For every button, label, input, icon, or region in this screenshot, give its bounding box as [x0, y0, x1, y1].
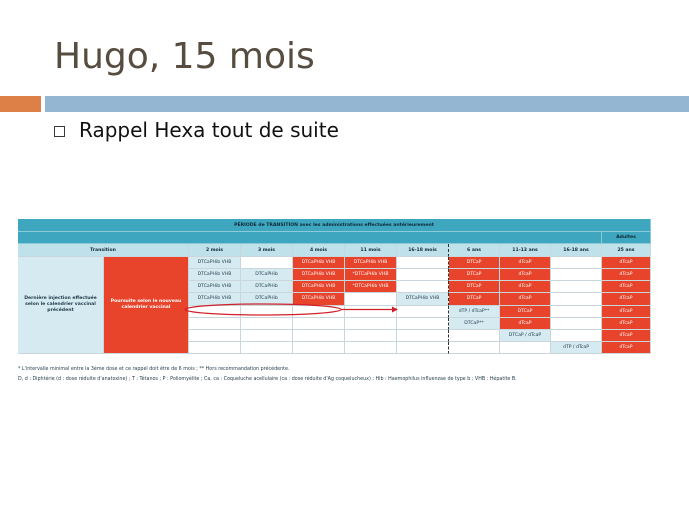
table-header-title: PÉRIODE de TRANSITION avec les administrations effectuées antérieurement — [18, 219, 651, 232]
table-cell: dTcaP — [500, 293, 551, 305]
table-cell — [241, 330, 293, 342]
col-header: 3 mois — [241, 244, 293, 257]
table-cell — [189, 306, 241, 318]
table-cell: *DTCaPHib VHB — [345, 281, 397, 293]
transition-label: Transition — [18, 244, 189, 257]
table-cell: DTCaP — [449, 269, 500, 281]
table-cell — [397, 306, 449, 318]
table-cell: DTCaPHib VHB — [189, 281, 241, 293]
table-cell — [293, 306, 345, 318]
table-cell — [551, 330, 602, 342]
col-header: 2 mois — [189, 244, 241, 257]
table-cell — [293, 330, 345, 342]
table-cell: dTP / dTcaP — [551, 342, 602, 354]
vaccination-transition-table — [18, 219, 651, 354]
table-cell — [551, 293, 602, 305]
table-cell: dTcaP — [602, 306, 651, 318]
table-cell — [293, 318, 345, 330]
table-cell — [397, 318, 449, 330]
col-header: 11-13 ans — [500, 244, 551, 257]
col-header: 16-18 mois — [397, 244, 449, 257]
table-cell: dTcaP — [602, 318, 651, 330]
table-cell: DTCaPHib VHB — [189, 269, 241, 281]
table-cell — [345, 318, 397, 330]
table-cell — [551, 281, 602, 293]
table-cell — [241, 318, 293, 330]
table-cell — [551, 269, 602, 281]
table-cell: dTP / dTcaP** — [449, 306, 500, 318]
table-cell — [189, 342, 241, 354]
table-cell: dTcaP — [602, 269, 651, 281]
table-cell: DTCaP — [449, 293, 500, 305]
table-cell — [397, 257, 449, 269]
table-cell: dTcaP — [602, 342, 651, 354]
table-cell: DTCaP / dTcaP — [500, 330, 551, 342]
table-cell — [551, 318, 602, 330]
table-cell: DTCaPHib VHB — [189, 293, 241, 305]
footnote-1: * L'intervalle minimal entre la 3ème dose et ce rappel doit être de 6 mois ; ** Hors recommandation précédente. — [18, 367, 290, 372]
table-grid — [18, 219, 651, 354]
bullet-text: Rappel Hexa tout de suite — [79, 118, 339, 142]
col-header: 11 mois — [345, 244, 397, 257]
accent-bar-orange — [0, 96, 41, 112]
table-cell: DTCaPHib VHB — [397, 293, 449, 305]
table-cell — [189, 318, 241, 330]
table-cell: dTcaP — [602, 281, 651, 293]
col-header: 16-18 ans — [551, 244, 602, 257]
table-cell: dTcaP — [602, 330, 651, 342]
table-cell: DTCaPHib — [241, 293, 293, 305]
bullet-square-icon — [54, 126, 65, 137]
table-cell: DTCaP — [500, 306, 551, 318]
slide-title: Hugo, 15 mois — [54, 36, 315, 77]
table-cell: dTcaP — [500, 269, 551, 281]
table-cell — [551, 306, 602, 318]
footnote-2: D, d : Diphtérie (d : dose réduite d'anatoxine) ; T : Tétanos ; P : Poliomyélite ; Ca, ca : Coqueluche acellulaire (ca : dose réduite d'Ag coquelucheux) ; Hib : Haemophilus influenzae de type b ; VHB : Hépatite B. — [18, 377, 517, 382]
table-cell — [397, 281, 449, 293]
table-cell — [345, 293, 397, 305]
table-cell — [345, 306, 397, 318]
table-cell — [397, 269, 449, 281]
table-cell: DTCaPHib — [241, 269, 293, 281]
table-cell: *DTCaPHib VHB — [345, 269, 397, 281]
table-cell: DTCaP — [449, 257, 500, 269]
table-cell — [241, 342, 293, 354]
table-cell: DTCaPHib VHB — [345, 257, 397, 269]
col-header: 4 mois — [293, 244, 345, 257]
table-cell: dTcaP — [500, 318, 551, 330]
table-cell: DTCaP — [449, 281, 500, 293]
table-cell: DTCaPHib VHB — [293, 281, 345, 293]
table-cell: DTCaP** — [449, 318, 500, 330]
table-cell — [293, 342, 345, 354]
table-cell — [241, 306, 293, 318]
table-cell: DTCaPHib VHB — [189, 257, 241, 269]
table-cell: dTcaP — [500, 257, 551, 269]
table-cell: DTCaPHib VHB — [293, 293, 345, 305]
table-cell — [449, 330, 500, 342]
table-cell: dTcaP — [500, 281, 551, 293]
table-cell: DTCaPHib VHB — [293, 257, 345, 269]
table-cell: DTCaPHib — [241, 281, 293, 293]
table-cell: dTcaP — [602, 257, 651, 269]
table-cell — [345, 342, 397, 354]
table-cell — [500, 342, 551, 354]
left-row-label: Dernière injection effectuée selon le calendrier vaccinal précédent — [18, 257, 104, 354]
table-header-spacer — [18, 232, 602, 244]
table-cell — [551, 257, 602, 269]
table-cell: dTcaP — [602, 293, 651, 305]
table-cell — [397, 330, 449, 342]
col-header: 25 ans — [602, 244, 651, 257]
table-cell — [189, 330, 241, 342]
table-cell: DTCaPHib VHB — [293, 269, 345, 281]
col-header: 6 ans — [449, 244, 500, 257]
table-cell — [397, 342, 449, 354]
red-row-label: Poursuite selon le nouveau calendrier vaccinal — [104, 257, 189, 354]
table-cell — [449, 342, 500, 354]
table-cell — [241, 257, 293, 269]
accent-bar-blue — [45, 96, 689, 112]
adults-label: Adultes — [602, 232, 651, 244]
table-cell — [345, 330, 397, 342]
